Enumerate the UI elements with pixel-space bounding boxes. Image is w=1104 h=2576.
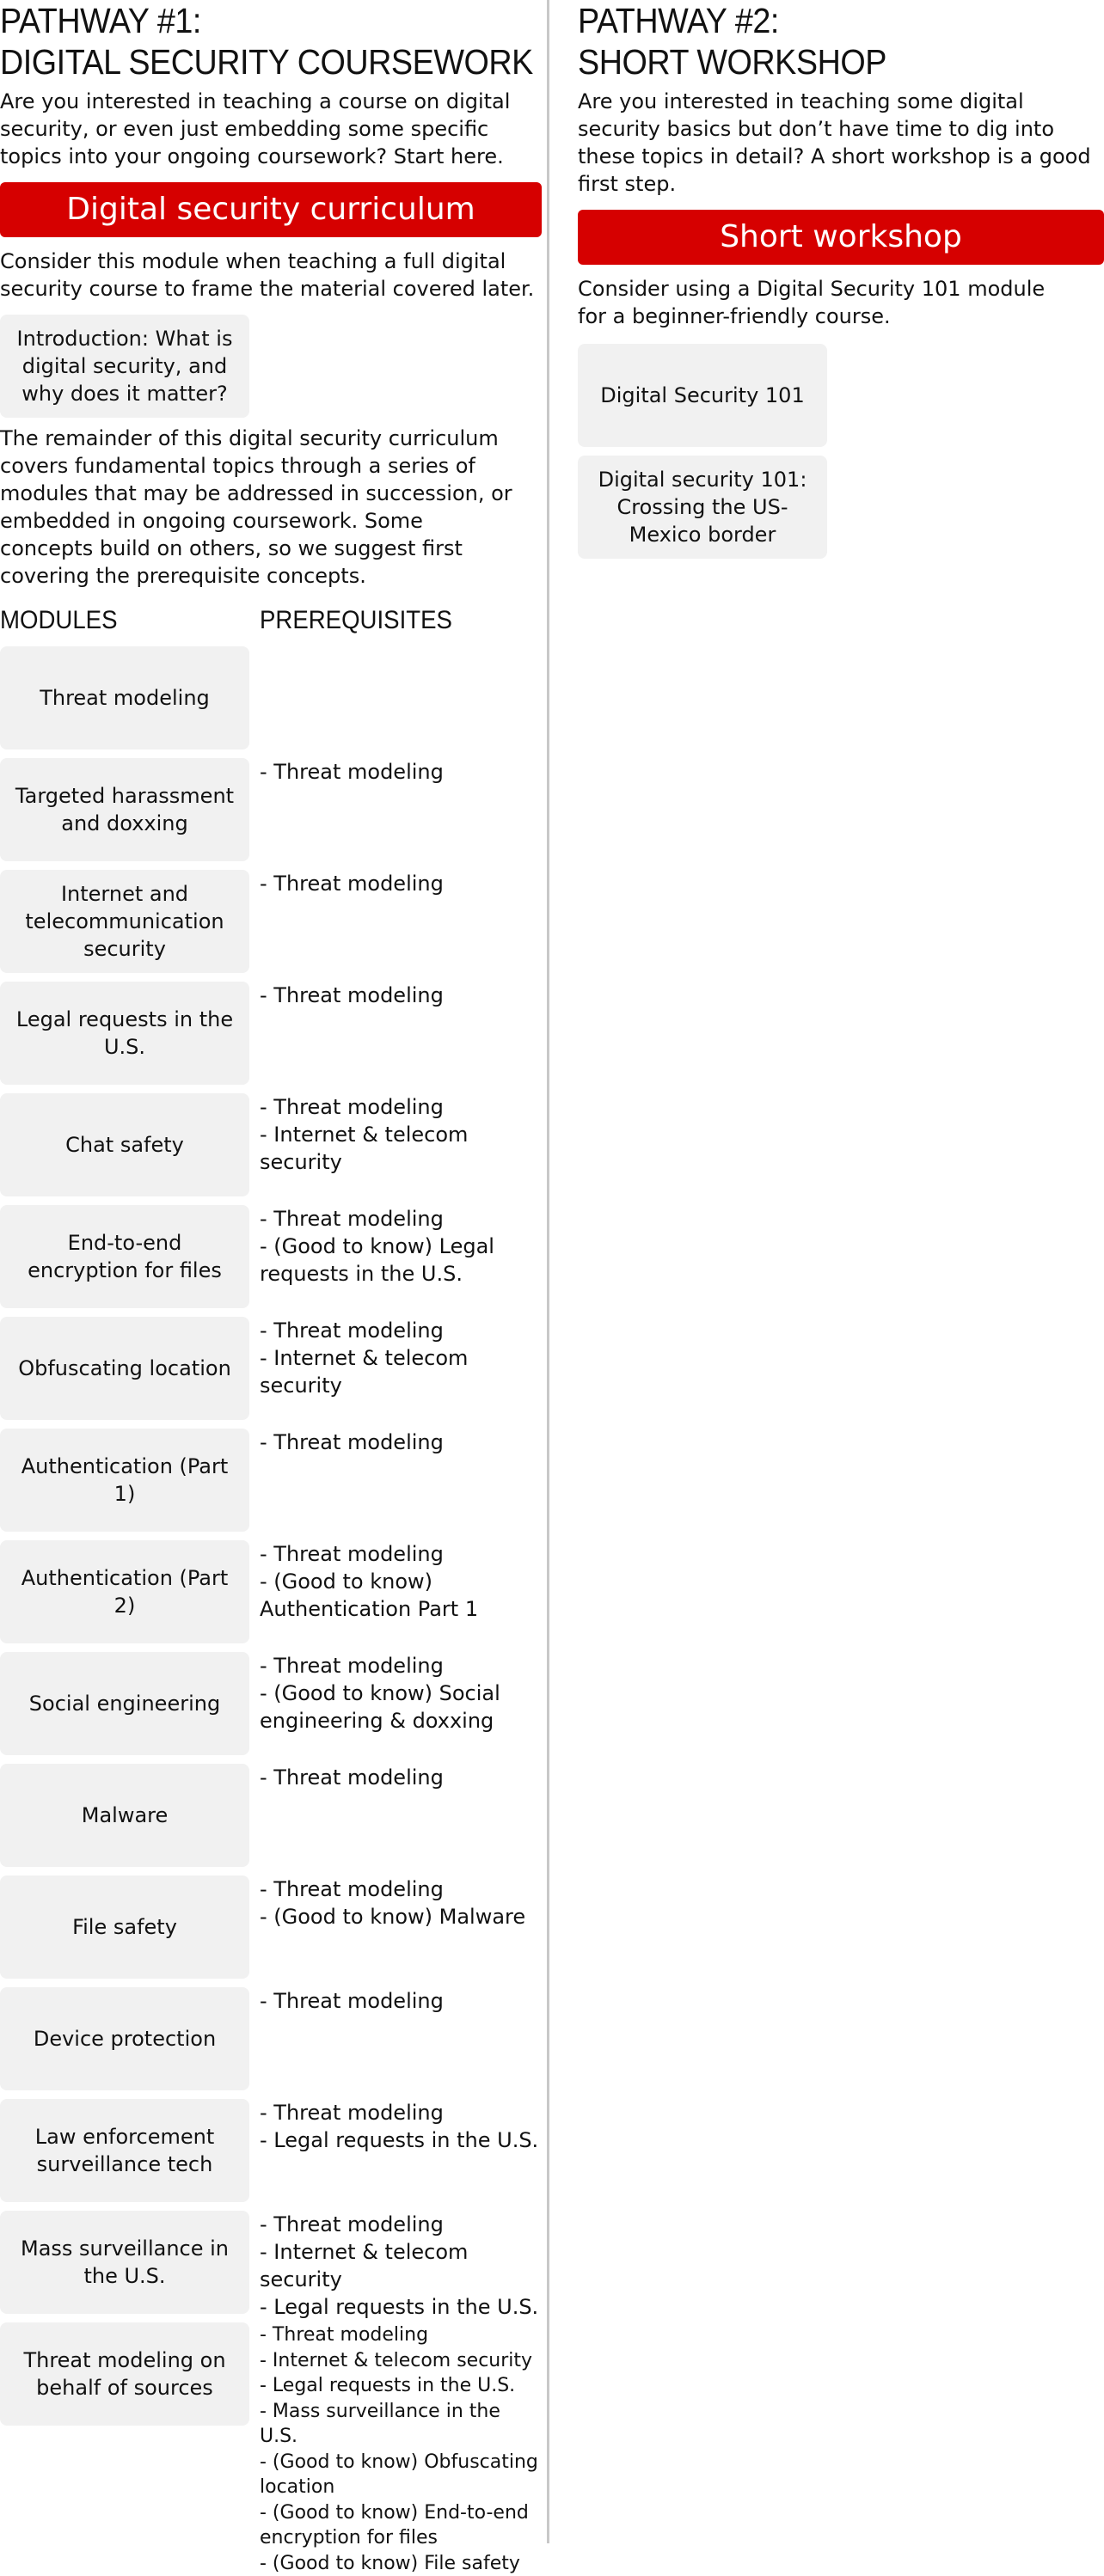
module-card[interactable]: Social engineering (0, 1652, 249, 1755)
module-card[interactable]: Threat modeling on behalf of sources (0, 2322, 249, 2426)
module-card[interactable]: Authentication (Part 2) (0, 1540, 249, 1643)
prerequisites-list (260, 1205, 543, 1288)
module-card[interactable]: Threat modeling (0, 646, 249, 750)
pathway-2-title-line1: PATHWAY #2: (578, 0, 1062, 41)
digital-security-curriculum-button[interactable]: Digital security curriculum (0, 182, 542, 237)
module-card[interactable]: Law enforcement surveillance tech (0, 2099, 249, 2202)
module-row (0, 870, 542, 982)
module-row (0, 1429, 542, 1540)
prerequisites-header: PREREQUISITES (260, 603, 452, 638)
prerequisites-list (260, 870, 543, 897)
prerequisite-item: - (Good to know) Legal requests in the U.S. (260, 1233, 543, 1288)
prerequisite-item: - (Good to know) Obfuscating location (260, 2450, 543, 2500)
prerequisite-item: - Internet & telecom security (260, 1121, 543, 1176)
pathway-1-note: Consider this module when teaching a full digital security course to frame the material covered later. (0, 248, 542, 303)
prerequisites-list (260, 1987, 543, 2015)
curriculum-description: The remainder of this digital security curriculum covers fundamental topics through a series of modules that may be addressed in succession, or embedded in ongoing coursework. Some concepts build on others, so we suggest first covering the prerequisite concepts. (0, 425, 516, 590)
prerequisite-item: - Threat modeling (260, 1205, 543, 1233)
prerequisite-item: - Mass surveillance in the U.S. (260, 2399, 543, 2450)
prerequisite-item: - Threat modeling (260, 1540, 543, 1568)
prerequisite-item: - (Good to know) Authentication Part 1 (260, 1568, 543, 1623)
pathway-1-title-line2: DIGITAL SECURITY COURSEWORK (0, 41, 499, 83)
short-workshop-button[interactable]: Short workshop (578, 210, 1104, 265)
module-card[interactable]: Mass surveillance in the U.S. (0, 2211, 249, 2314)
prerequisite-item: - (Good to know) End-to-end encryption for files (260, 2500, 543, 2551)
pathway-2-title-line2: SHORT WORKSHOP (578, 41, 1062, 83)
module-row (0, 758, 542, 870)
prerequisite-item: - Threat modeling (260, 1764, 543, 1791)
module-row (0, 1093, 542, 1205)
module-row (0, 1875, 542, 1987)
module-card[interactable]: File safety (0, 1875, 249, 1979)
prerequisite-item: - Internet & telecom security (260, 1344, 543, 1399)
prerequisite-item: - Threat modeling (260, 2322, 543, 2348)
prerequisites-list (260, 1875, 543, 1930)
modules-table-header (0, 603, 542, 638)
module-card-introduction[interactable]: Introduction: What is digital security, and why does it matter? (0, 315, 249, 418)
prerequisites-list (260, 1540, 543, 1623)
module-row (0, 1764, 542, 1875)
module-card[interactable]: End-to-end encryption for files (0, 1205, 249, 1308)
module-card-digital-security-101[interactable]: Digital Security 101 (578, 344, 827, 447)
prerequisite-item: - Internet & telecom security (260, 2348, 543, 2374)
module-row (0, 2322, 542, 2434)
pathway-1-column (0, 0, 542, 2434)
module-card[interactable]: Targeted harassment and doxxing (0, 758, 249, 861)
prerequisites-list (260, 1652, 543, 1735)
prerequisites-list (260, 2211, 543, 2321)
prerequisites-list (260, 2099, 543, 2154)
module-card[interactable]: Chat safety (0, 1093, 249, 1196)
prerequisite-item: - Legal requests in the U.S. (260, 2126, 543, 2154)
prerequisite-item: - Legal requests in the U.S. (260, 2373, 543, 2399)
prerequisite-item: - Threat modeling (260, 1317, 543, 1344)
prerequisite-item: - Legal requests in the U.S. (260, 2293, 543, 2321)
module-row (0, 1652, 542, 1764)
prerequisite-item: - Threat modeling (260, 2211, 543, 2238)
modules-list (0, 646, 542, 2434)
prerequisites-list (260, 1764, 543, 1791)
module-row (0, 1540, 542, 1652)
module-row (0, 1317, 542, 1429)
prerequisite-item: - Threat modeling (260, 2099, 543, 2126)
prerequisite-item: - (Good to know) File safety (260, 2551, 543, 2576)
module-card[interactable]: Authentication (Part 1) (0, 1429, 249, 1532)
module-card-crossing-border[interactable]: Digital security 101: Crossing the US-Mexico border (578, 456, 827, 559)
prerequisite-item: - Threat modeling (260, 1429, 543, 1456)
prerequisites-list (260, 1093, 543, 1176)
pathway-2-intro: Are you interested in teaching some digital security basics but don’t have time to dig into these topics in detail? A short workshop is a good first step. (578, 88, 1094, 198)
pathway-2-column (578, 0, 1104, 567)
prerequisite-item: - (Good to know) Malware (260, 1903, 543, 1930)
workshop-modules-list (578, 344, 1104, 559)
pathway-1-intro: Are you interested in teaching a course on digital security, or even just embedding some specific topics into your ongoing coursework? Start here. (0, 88, 533, 170)
prerequisite-item: - Threat modeling (260, 1652, 543, 1680)
modules-header: MODULES (0, 603, 117, 638)
prerequisite-item: - Threat modeling (260, 870, 543, 897)
module-row (0, 1987, 542, 2099)
pathway-2-note: Consider using a Digital Security 101 module for a beginner-friendly course. (578, 275, 1059, 330)
prerequisite-item: - Threat modeling (260, 1987, 543, 2015)
prerequisite-item: - Threat modeling (260, 1875, 543, 1903)
module-row (0, 1205, 542, 1317)
module-row (0, 982, 542, 1093)
module-row (0, 2099, 542, 2211)
module-card[interactable]: Obfuscating location (0, 1317, 249, 1420)
module-card[interactable]: Device protection (0, 1987, 249, 2090)
prerequisites-list (260, 758, 543, 786)
module-card[interactable]: Internet and telecommunication security (0, 870, 249, 973)
prerequisite-item: - Threat modeling (260, 1093, 543, 1121)
prerequisite-item: - Internet & telecom security (260, 2238, 543, 2293)
prerequisites-list (260, 982, 543, 1009)
pathway-1-title-line1: PATHWAY #1: (0, 0, 499, 41)
prerequisites-list (260, 1429, 543, 1456)
prerequisite-item: - Threat modeling (260, 982, 543, 1009)
prerequisites-list (260, 1317, 543, 1399)
module-card[interactable]: Legal requests in the U.S. (0, 982, 249, 1085)
column-divider (547, 0, 549, 2543)
prerequisite-item: - (Good to know) Social engineering & doxxing (260, 1680, 543, 1735)
prerequisite-item: - Threat modeling (260, 758, 543, 786)
module-card[interactable]: Malware (0, 1764, 249, 1867)
module-row (0, 646, 542, 758)
module-row (0, 2211, 542, 2322)
prerequisites-list (260, 2322, 543, 2576)
